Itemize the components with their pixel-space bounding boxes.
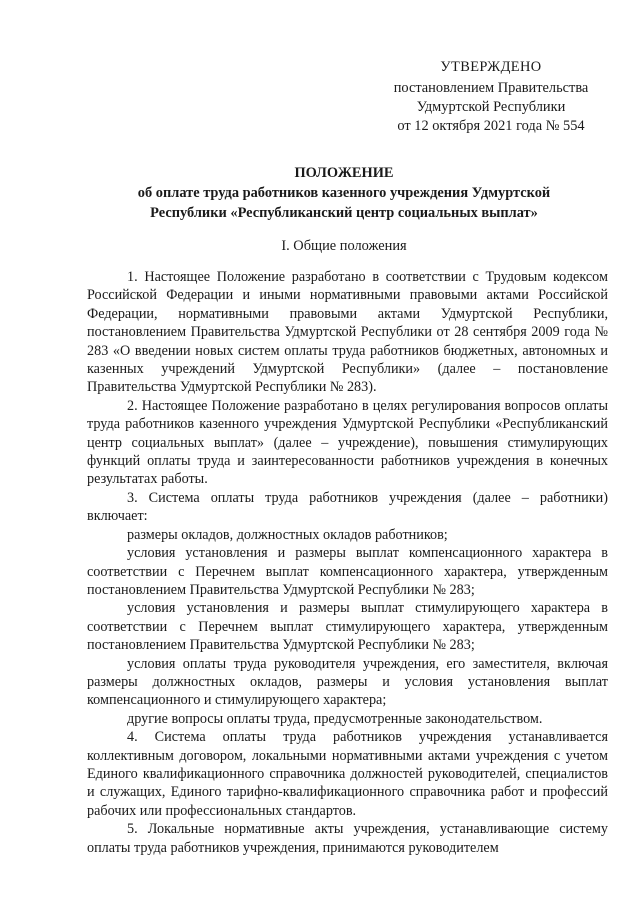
approval-line-3: от 12 октября 2021 года № 554 (397, 118, 585, 134)
paragraph-3-item-4: условия оплаты труда руководителя учреждения, его заместителя, включая размеры должностных окладов, размеры и условия установления выплат компенсационного и стимулирующего характера; (87, 655, 608, 709)
paragraph-5: 5. Локальные нормативные акты учреждения, устанавливающие систему оплаты труда работников учреждения, принимаются руководителем (87, 821, 608, 856)
approval-line-2: Удмуртской Республики (416, 99, 566, 115)
paragraph-3-item-1: размеры окладов, должностных окладов работников; (127, 526, 448, 543)
document-subtitle-line-1: об оплате труда работников казенного учреждения Удмуртской (137, 185, 551, 201)
paragraph-3-item-2: условия установления и размеры выплат компенсационного характера в соответствии с Перечнем выплат компенсационного характера, утвержденным постановлением Правительства Удмуртской Республики № 283; (87, 545, 608, 598)
document-heading: ПОЛОЖЕНИЕ (294, 165, 394, 181)
document-subtitle-line-2: Республики «Республиканский центр социальных выплат» (150, 205, 538, 221)
paragraph-2: 2. Настоящее Положение разработано в целях регулирования вопросов оплаты труда работников казенного учреждения Удмуртской Республики «Республиканский центр социальных выплат» (далее – учреждение), повышения стимулирующих функций оплаты труда и заинтересованности работников учреждения в конечных результатах работы. (87, 397, 608, 488)
paragraph-3-item-3: условия установления и размеры выплат стимулирующего характера в соответствии с Перечнем выплат стимулирующего характера, утвержденным постановлением Правительства Удмуртской Республики № 283; (87, 600, 608, 654)
approval-stamp: УТВЕРЖДЕНО (440, 59, 542, 75)
paragraph-4: 4. Система оплаты труда работников учреждения устанавливается коллективным договором, локальными нормативными актами учреждения с учетом Единого квалификационного справочника должностей руководителей, специалистов и служащих, Единого тарифно-квалификационного справочника работ и профессий рабочих или профессиональных стандартов. (87, 729, 608, 819)
section-title: I. Общие положения (281, 238, 407, 254)
paragraph-3-item-5: другие вопросы оплаты труда, предусмотренные законодательством. (127, 710, 543, 727)
paragraph-1: 1. Настоящее Положение разработано в соответствии с Трудовым кодексом Российской Федерации и иными нормативными правовыми актами Российской Федерации, нормативными правовыми актами Удмуртской Республики, постановлением Правительства Удмуртской Республики от 28 сентября 2009 года № 283 «О введении новых систем оплаты труда работников бюджетных, автономных и казенных учреждений Удмуртской Республики» (далее – постановление Правительства Удмуртской Республики № 283). (87, 269, 608, 396)
document-body (87, 268, 608, 857)
approval-block (380, 58, 602, 136)
paragraph-3: 3. Система оплаты труда работников учреждения (далее – работники) включает: (87, 489, 608, 525)
approval-line-1: постановлением Правительства (393, 80, 589, 96)
document-title (80, 163, 608, 223)
